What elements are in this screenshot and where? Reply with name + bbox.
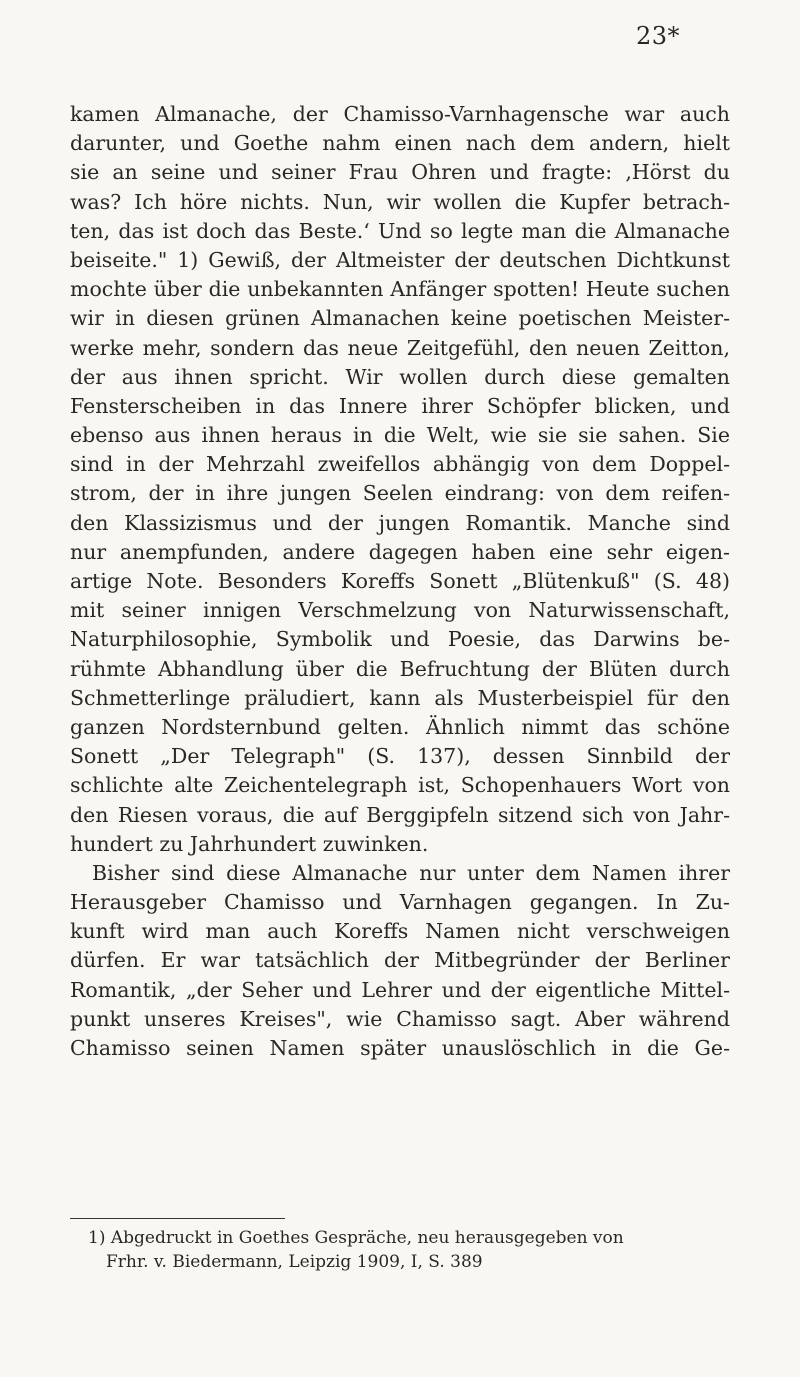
text-line: kunft wird man auch Koreffs Namen nicht verschweigen	[70, 919, 730, 944]
text-line: rühmte Abhandlung über die Befruchtung der Blüten durch	[70, 656, 730, 681]
text-line: mochte über die unbekannten Anfänger spotten! Heute suchen	[70, 277, 730, 302]
text-line: der aus ihnen spricht. Wir wollen durch diese gemalten	[70, 364, 730, 389]
text-line: ten, das ist doch das Beste.‘ Und so legte man die Almanache	[70, 218, 730, 243]
text-line: werke mehr, sondern das neue Zeitgefühl, den neuen Zeitton,	[70, 335, 730, 360]
text-line: Sonett „Der Telegraph" (S. 137), dessen Sinnbild der	[70, 744, 730, 769]
text-line: den Klassizismus und der jungen Romantik. Manche sind	[70, 510, 730, 535]
text-line: dürfen. Er war tatsächlich der Mitbegründer der Berliner	[70, 948, 730, 973]
text-line: artige Note. Besonders Koreffs Sonett „Blütenkuß" (S. 48)	[70, 569, 730, 593]
text-line: darunter, und Goethe nahm einen nach dem andern, hielt	[70, 131, 730, 156]
text-line: ebenso aus ihnen heraus in die Welt, wie sie sie sahen. Sie	[70, 423, 730, 448]
text-line: Schmetterlinge präludiert, kann als Musterbeispiel für den	[70, 685, 730, 710]
text-line: kamen Almanache, der Chamisso-Varnhagensche war auch	[70, 102, 730, 126]
text-line: mit seiner innigen Verschmelzung von Naturwissenschaft,	[70, 598, 730, 623]
main-text	[70, 100, 730, 1063]
text-line: Romantik, „der Seher und Lehrer und der eigentliche Mittel-	[70, 977, 730, 1002]
text-line: ganzen Nordsternbund gelten. Ähnlich nimmt das schöne	[70, 714, 730, 739]
text-line: strom, der in ihre jungen Seelen eindrang: von dem reifen-	[70, 481, 730, 506]
text-line: Bisher sind diese Almanache nur unter dem Namen ihrer	[92, 860, 730, 885]
text-line: Herausgeber Chamisso und Varnhagen gegangen. In Zu-	[70, 890, 730, 915]
footnote-line: Frhr. v. Biedermann, Leipzig 1909, I, S. 389	[106, 1252, 483, 1272]
text-line: beiseite." 1) Gewiß, der Altmeister der deutschen Dichtkunst	[70, 247, 730, 272]
text-line: sie an seine und seiner Frau Ohren und fragte: ‚Hörst du	[70, 160, 730, 185]
text-line: nur anempfunden, andere dagegen haben eine sehr eigen-	[70, 539, 730, 564]
footnote-line: 1) Abgedruckt in Goethes Gespräche, neu herausgegeben von	[88, 1228, 624, 1248]
text-line: hundert zu Jahrhundert zuwinken.	[70, 831, 429, 856]
text-line: wir in diesen grünen Almanachen keine poetischen Meister-	[70, 306, 730, 331]
text-line: den Riesen voraus, die auf Berggipfeln sitzend sich von Jahr-	[70, 802, 730, 827]
text-line: Chamisso seinen Namen später unauslöschlich in die Ge-	[70, 1036, 730, 1060]
text-line: schlichte alte Zeichentelegraph ist, Schopenhauers Wort von	[70, 773, 730, 798]
text-line: sind in der Mehrzahl zweifellos abhängig von dem Doppel-	[70, 452, 730, 477]
text-line: was? Ich höre nichts. Nun, wir wollen die Kupfer betrach-	[70, 189, 730, 214]
footnote	[88, 1226, 728, 1274]
footnote-divider	[70, 1218, 285, 1219]
text-line: Fensterscheiben in das Innere ihrer Schöpfer blicken, und	[70, 393, 730, 418]
text-line: punkt unseres Kreises", wie Chamisso sagt. Aber während	[70, 1006, 730, 1031]
page-number: 23*	[635, 22, 680, 50]
text-line: Naturphilosophie, Symbolik und Poesie, das Darwins be-	[70, 627, 730, 652]
